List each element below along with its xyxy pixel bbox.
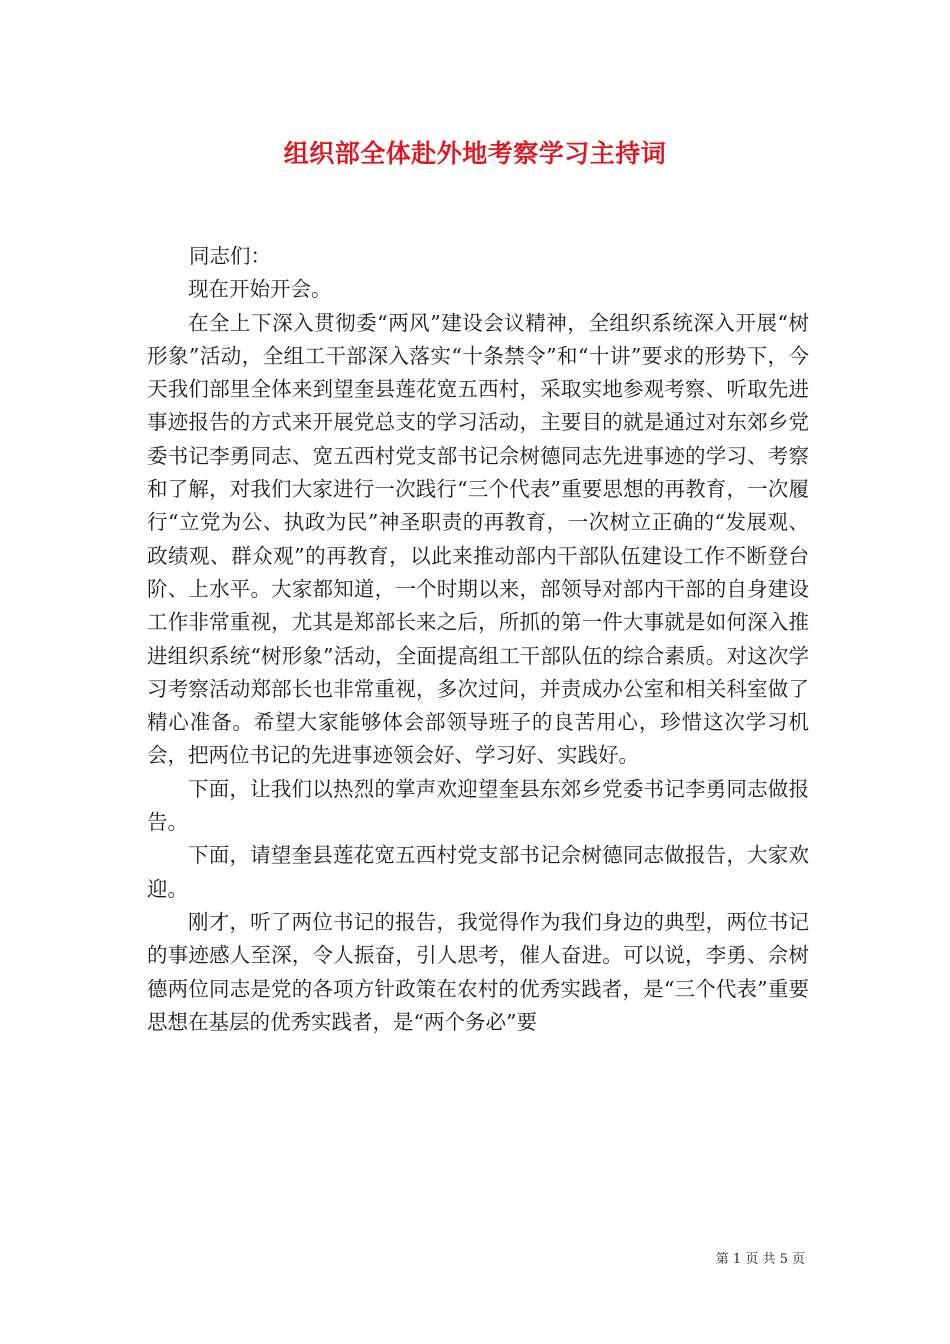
paragraph-main: 在全上下深入贯彻委“两风”建设会议精神，全组织系统深入开展“树形象”活动，全组工干部深入落实“十条禁令”和“十讲”要求的形势下，今天我们部里全体来到望奎县莲花宽五西村，采取实地参观考察、听取先进事迹报告的方式来开展党总支的学习活动，主要目的就是通过对东郊乡党委书记李勇同志、宽五西村党支部书记佘树德同志先进事迹的学习、考察和了解，对我们大家进行一次践行“三个代表”重要思想的再教育，一次履行“立党为公、执政为民”神圣职责的再教育，一次树立正确的“发展观、政绩观、群众观”的再教育，以此来推动部内干部队伍建设工作不断登台阶、上水平。大家都知道，一个时期以来，部领导对部内干部的自身建设工作非常重视，尤其是郑部长来之后，所抓的第一件大事就是如何深入推进组织系统“树形象”活动，全面提高组工干部队伍的综合素质。对这次学习考察活动郑部长也非常重视，多次过问，并责成办公室和相关科室做了精心准备。希望大家能够体会部领导班子的良苦用心，珍惜这次学习机会，把两位书记的先进事迹领会好、学习好、实践好。 [147,310,809,768]
paragraph-second-report: 下面，请望奎县莲花宽五西村党支部书记佘树德同志做报告，大家欢迎。 [147,843,809,901]
document-title: 组织部全体赴外地考察学习主持词 [283,139,667,168]
paragraph-summary: 刚才，听了两位书记的报告，我觉得作为我们身边的典型，两位书记的事迹感人至深，令人振奋，引人思考，催人奋进。可以说，李勇、佘树德两位同志是党的各项方针政策在农村的优秀实践者，是“三个代表”重要思想在基层的优秀实践者，是“两个务必”要 [147,909,809,1034]
document-body [147,240,809,1039]
paragraph-first-report: 下面，让我们以热烈的掌声欢迎望奎县东郊乡党委书记李勇同志做报告。 [147,776,809,835]
greeting: 同志们： [189,244,271,268]
paragraph-opening: 现在开始开会。 [188,277,332,302]
page-number: 第 1 页 共 5 页 [715,1252,805,1267]
